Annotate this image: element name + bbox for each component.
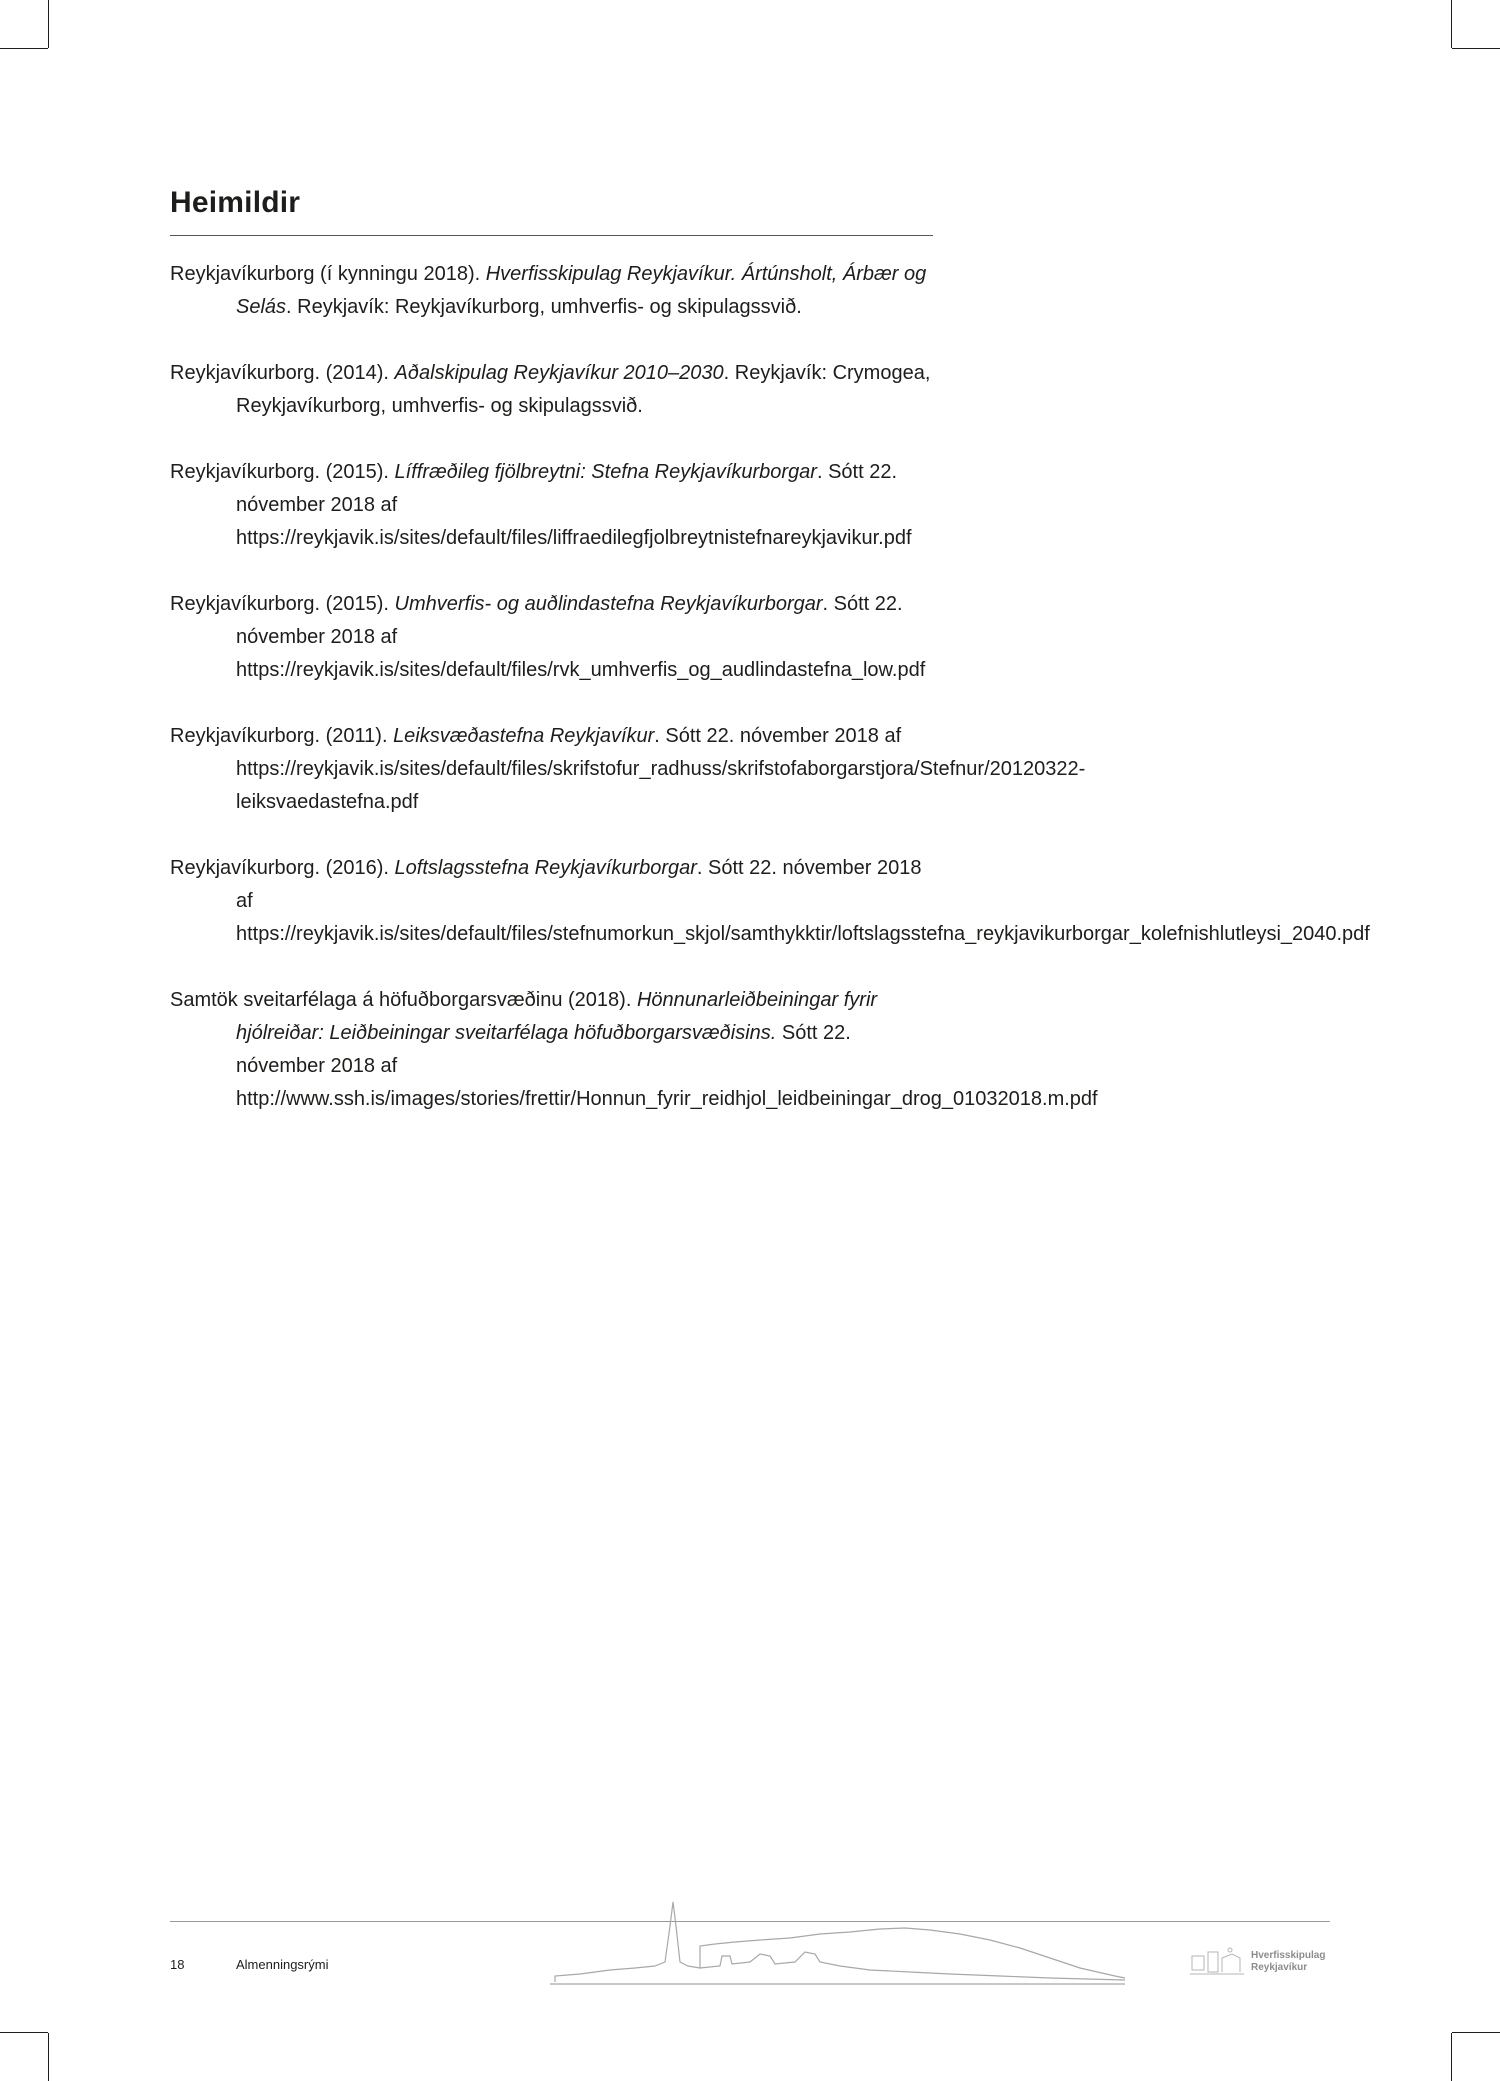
logo-line-2: Reykjavíkur	[1251, 1962, 1308, 1973]
reference-title: Umhverfis- og auðlindastefna Reykjavíkurborgar	[394, 593, 823, 615]
reference-text: Samtök sveitarfélaga á höfuðborgarsvæðinu (2018).	[170, 989, 637, 1011]
reference-title: Líffræðileg fjölbreytni: Stefna Reykjavíkurborgar	[394, 461, 817, 483]
reference-title: Loftslagsstefna Reykjavíkurborgar	[394, 857, 697, 879]
crop-mark	[1451, 0, 1452, 48]
reference-text: Sótt 22. nóvember 2018 af http://www.ssh.is/images/stories/frettir/Honnun_fyrir_reidhjol_leidbeiningar_drog_01032018.m.pdf	[236, 1022, 1098, 1110]
reference-text: . Sótt 22. nóvember 2018 af https://reykjavik.is/sites/default/files/stefnumorkun_skjol/samthykktir/loftslagsstefna_reykjavikurborgar_kolefnishlutleysi_2040.pdf	[236, 857, 1370, 945]
reference-entry	[170, 456, 940, 555]
crop-mark	[0, 48, 48, 49]
reference-list	[170, 258, 1370, 1149]
crop-mark	[48, 0, 49, 48]
heading-divider	[170, 235, 933, 236]
logo	[1188, 1946, 1338, 1980]
crop-mark	[0, 2032, 48, 2033]
reference-text: Reykjavíkurborg. (2014).	[170, 362, 395, 384]
reference-entry	[170, 984, 1098, 1116]
page-number: 18	[170, 1957, 185, 1972]
reference-text: Reykjavíkurborg. (2015).	[170, 593, 395, 615]
logo-mark-icon	[1188, 1946, 1248, 1980]
reference-text: . Sótt 22. nóvember 2018 af https://reykjavik.is/sites/default/files/liffraedilegfjolbreytnistefnareykjavikur.pdf	[236, 461, 912, 549]
reference-entry	[170, 720, 1086, 819]
crop-mark	[48, 2033, 49, 2081]
section-name: Almenningsrými	[236, 1957, 329, 1972]
reference-title: Hönnunarleiðbeiningar fyrir hjólreiðar: Leiðbeiningar sveitarfélaga höfuðborgarsvæðisins.	[236, 989, 878, 1044]
reference-text: Reykjavíkurborg (í kynningu 2018).	[170, 263, 486, 285]
reference-title: Leiksvæðastefna Reykjavíkur	[393, 725, 655, 747]
reference-entry	[170, 588, 940, 687]
crop-mark	[1452, 2032, 1500, 2033]
reference-title: Hverfisskipulag Reykjavíkur. Ártúnsholt, Árbær og Selás	[236, 263, 927, 318]
crop-mark	[1451, 2033, 1452, 2081]
reference-entry	[170, 258, 940, 324]
reference-entry	[170, 852, 1370, 951]
reference-text: . Sótt 22. nóvember 2018 af https://reykjavik.is/sites/default/files/rvk_umhverfis_og_audlindastefna_low.pdf	[236, 593, 926, 681]
reference-text: Reykjavíkurborg. (2011).	[170, 725, 394, 747]
crop-mark	[1452, 48, 1500, 49]
reference-title: Aðalskipulag Reykjavíkur 2010–2030	[394, 362, 724, 384]
logo-line-1: Hverfisskipulag	[1251, 1950, 1326, 1961]
reference-text: Reykjavíkurborg. (2015).	[170, 461, 395, 483]
reference-text: . Reykjavík: Crymogea, Reykjavíkurborg, umhverfis- og skipulagssvið.	[236, 362, 931, 417]
reference-entry	[170, 357, 940, 423]
reference-text: Reykjavíkurborg. (2016).	[170, 857, 395, 879]
reference-text: . Reykjavík: Reykjavíkurborg, umhverfis- og skipulagssvið.	[286, 296, 802, 318]
page-title: Heimildir	[170, 186, 301, 219]
logo-text	[1251, 1950, 1325, 1974]
city-skyline-illustration	[550, 1896, 1130, 1986]
reference-text: . Sótt 22. nóvember 2018 af https://reykjavik.is/sites/default/files/skrifstofur_radhuss/skrifstofaborgarstjora/Stefnur/20120322-leiksvaedastefna.pdf	[236, 725, 1086, 813]
